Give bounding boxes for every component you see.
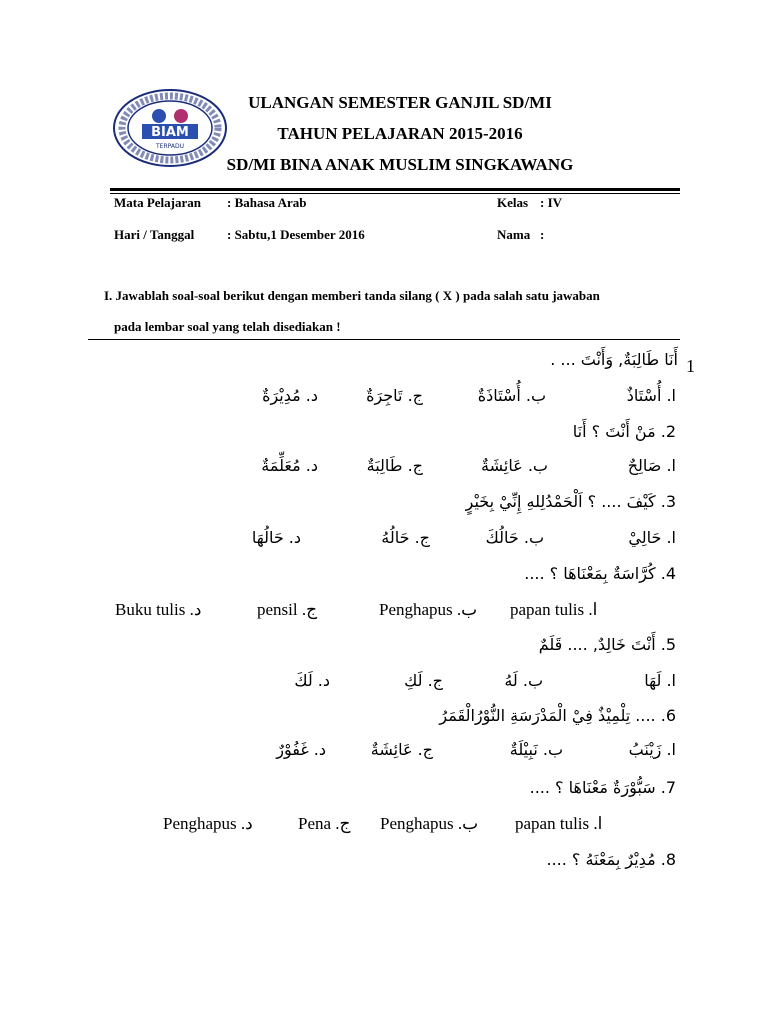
- q2-option-b: ب. عَائِشَةٌ: [481, 456, 548, 475]
- q7-option-d: Penghapus .د: [163, 814, 253, 833]
- question-4: 4. كُرَّاسَةٌ بِمَعْنَاهَا ؟ ....: [524, 564, 676, 583]
- q5-option-c: ج. لَكِ: [404, 671, 443, 690]
- question-1: أَنَا طَالِبَةٌ, وَأَنْتَ ... .: [550, 350, 678, 369]
- q2-option-a: ا. صَالِحٌ: [627, 456, 676, 475]
- q6-option-b: ب. نَبِيْلَةٌ: [509, 740, 563, 759]
- question-number: 1: [686, 356, 695, 376]
- q1-option-d: د. مُدِيْرَةٌ: [262, 386, 318, 405]
- name-label: Nama: [497, 227, 531, 242]
- q7-option-c: Pena .ج: [298, 814, 351, 833]
- name-value: :: [540, 227, 545, 242]
- q4-option-d: Buku tulis .د: [115, 600, 202, 619]
- q7-option-b: Penghapus .ب: [380, 814, 479, 833]
- class-label: Kelas: [497, 195, 529, 210]
- q3-option-a: ا. حَالِيْ: [628, 528, 676, 547]
- exam-title: ULANGAN SEMESTER GANJIL SD/MI: [248, 93, 552, 112]
- q2-option-c: ج. طَالِبَةٌ: [366, 456, 423, 475]
- subject-value: : Bahasa Arab: [227, 195, 307, 210]
- q6-option-a: ا. زَيْنَبُ: [628, 740, 676, 759]
- q4-option-c: pensil .ج: [257, 600, 318, 619]
- q4-option-b: Penghapus .ب: [379, 600, 478, 619]
- q2-option-d: د. مُعَلِّمَةٌ: [261, 456, 318, 475]
- date-value: : Sabtu,1 Desember 2016: [227, 227, 365, 242]
- q4-option-a: papan tulis .ا: [510, 600, 598, 619]
- header-rule-thin: [110, 193, 680, 194]
- logo-initials: BIAM: [151, 125, 189, 140]
- question-6: 6. .... تِلْمِيْذٌ فِيْ الْمَدْرَسَةِ النُّوْرُالْقَمَرُ: [439, 706, 676, 725]
- question-7: 7. سَبُّوْرَةٌ مَعْنَاهَا ؟ ....: [529, 778, 676, 797]
- q5-option-a: ا. لَهَا: [644, 671, 676, 690]
- q5-option-d: د. لَكَ: [294, 671, 330, 690]
- q3-option-c: ج. حَالُهُ: [381, 528, 430, 547]
- school-name: SD/MI BINA ANAK MUSLIM SINGKAWANG: [226, 155, 574, 174]
- subject-label: Mata Pelajaran: [114, 195, 202, 210]
- q6-option-c: ج. عَائِشَةٌ: [370, 740, 433, 759]
- q7-option-a: papan tulis .ا: [515, 814, 603, 833]
- q1-option-c: ج. تَاجِرَةٌ: [366, 386, 423, 405]
- instruction-line-1: I. Jawablah soal-soal berikut dengan memberi tanda silang ( X ) pada salah satu jawaban: [104, 288, 600, 303]
- header-rule-thick: [110, 188, 680, 191]
- q3-option-b: ب. حَالُكَ: [485, 528, 544, 547]
- date-label: Hari / Tanggal: [114, 227, 195, 242]
- instruction-line-2: pada lembar soal yang telah disediakan !: [114, 319, 341, 334]
- question-8: 8. مُدِيْرٌ بِمَعْنَهُ ؟ ....: [546, 850, 676, 869]
- q5-option-b: ب. لَهُ: [504, 671, 543, 690]
- question-5: 5. أَنْتَ خَالِدٌ, .... قَلَمٌ: [538, 635, 676, 654]
- q3-option-d: د. حَالُهَا: [251, 528, 301, 547]
- question-3: 3. كَيْفَ .... ؟ اَلْحَمْدُلِلهِ إِنِّيْ بِخَيْرٍ: [465, 492, 676, 511]
- q1-option-b: ب. أُسْتَاذَةٌ: [477, 386, 546, 405]
- q6-option-d: د. غَفُوْرٌ: [276, 740, 326, 759]
- question-2: 2. مَنْ أَنْتَ ؟ أَنَا: [572, 422, 676, 441]
- logo-sub: TERPADU: [156, 143, 184, 150]
- school-year: TAHUN PELAJARAN 2015-2016: [277, 124, 523, 143]
- section-rule: [88, 339, 680, 340]
- class-value: : IV: [540, 195, 563, 210]
- q1-option-a: ا. أُسْتَاذٌ: [626, 386, 676, 405]
